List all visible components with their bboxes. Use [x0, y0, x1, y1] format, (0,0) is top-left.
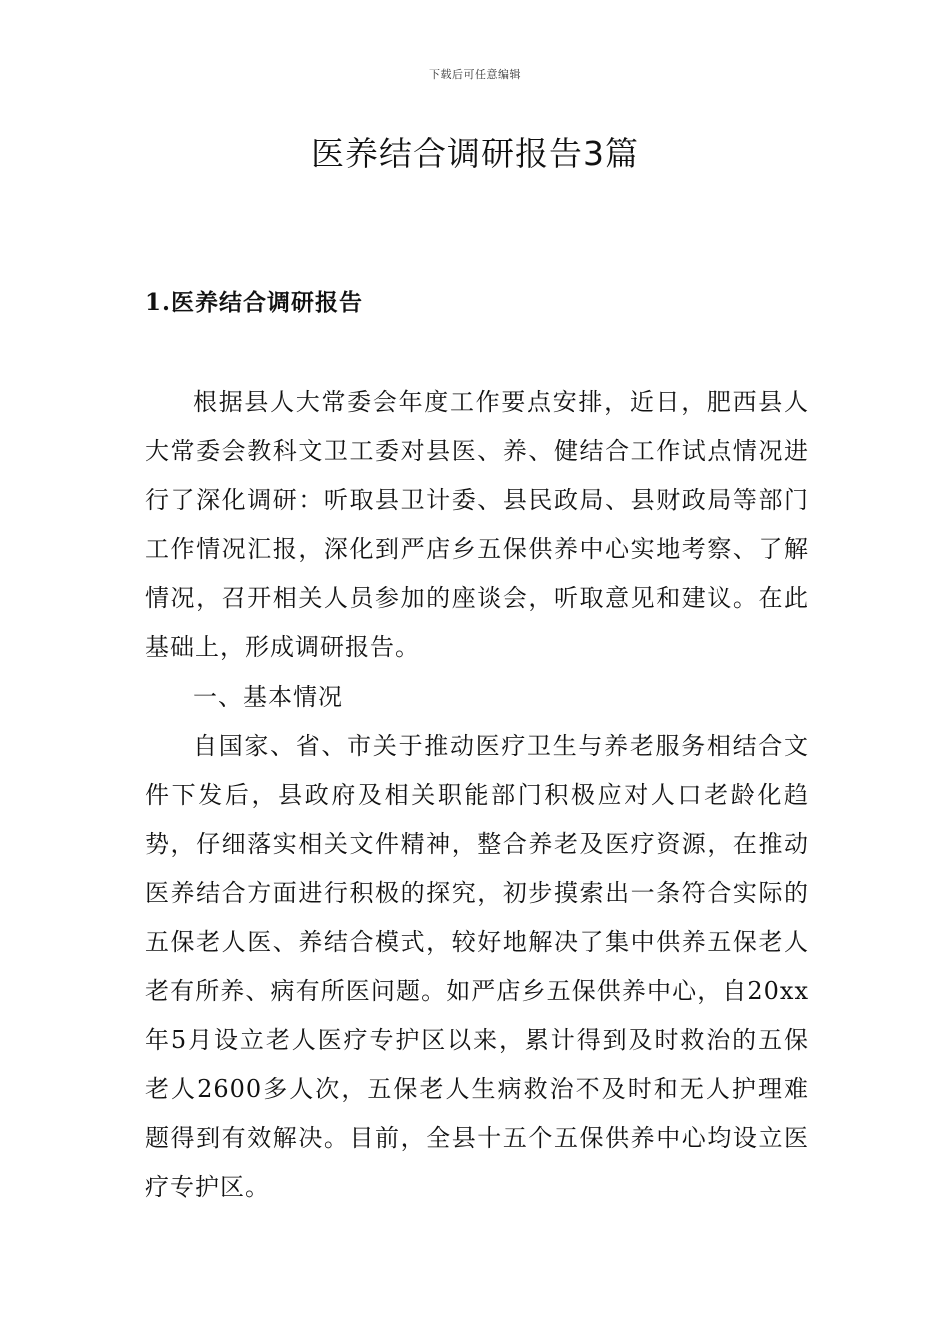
section-heading: 1.医养结合调研报告: [145, 289, 364, 316]
intro-paragraph: 根据县人大常委会年度工作要点安排，近日，肥西县人大常委会教科文卫工委对县医、养、健结合工作试点情况进行了深化调研：听取县卫计委、县民政局、县财政局等部门工作情况汇报，深化到严店乡五保供养中心实地考察、了解情况，召开相关人员参加的座谈会，听取意见和建议。在此基础上，形成调研报告。: [145, 388, 809, 661]
header-note: 下载后可任意编辑: [429, 68, 521, 81]
subsection-heading: 一、基本情况: [193, 683, 343, 711]
document-title: 医养结合调研报告3篇: [311, 134, 639, 173]
basic-situation-paragraph: 自国家、省、市关于推动医疗卫生与养老服务相结合文件下发后，县政府及相关职能部门积极应对人口老龄化趋势，仔细落实相关文件精神，整合养老及医疗资源，在推动医养结合方面进行积极的探究，初步摸索出一条符合实际的五保老人医、养结合模式，较好地解决了集中供养五保老人老有所养、病有所医问题。如严店乡五保供养中心，自20xx年5月设立老人医疗专护区以来，累计得到及时救治的五保老人2600多人次，五保老人生病救治不及时和无人护理难题得到有效解决。目前，全县十五个五保供养中心均设立医疗专护区。: [145, 732, 809, 1201]
